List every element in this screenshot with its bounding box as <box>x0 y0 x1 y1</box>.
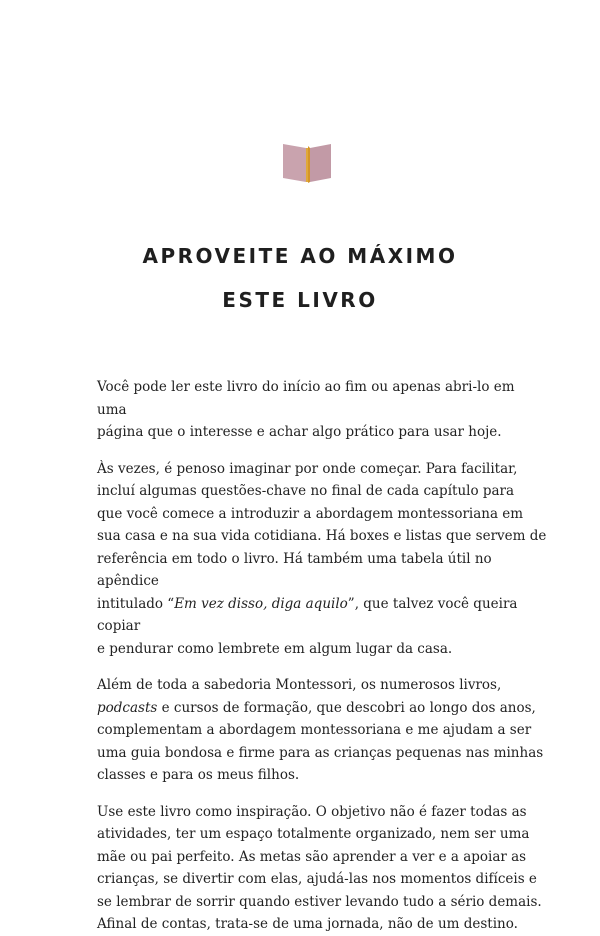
page-title-line-1: APROVEITE AO MÁXIMO <box>142 244 458 268</box>
paragraph-4: Use este livro como inspiração. O objetivo não é fazer todas as atividades, ter um espaço totalmente organizado, nem ser uma mãe ou pai perfeito. As metas são aprender a ver e a apoiar as crianças, se divertir com elas, ajudá-las nos momentos difíceis e se lembrar de sorrir quando estiver levando tudo a sério demais. Afinal de contas, trata-se de uma jornada, não de um destino. <box>97 803 542 932</box>
paragraph-2 <box>97 458 547 661</box>
paragraph-2-italic: Em vez disso, diga aquilo <box>174 595 348 612</box>
paragraph-3-text-b: e cursos de formação, que descobri ao longo dos anos, complementam a abordagem montessoriana e me ajudam a ser uma guia bondosa e firme para as crianças pequenas nas minhas classes e para os meus filhos. <box>97 699 544 783</box>
open-book-icon <box>281 140 333 184</box>
body-text <box>97 376 547 936</box>
paragraph-3-text-a: Além de toda a sabedoria Montessori, os numerosos livros, <box>97 677 502 693</box>
paragraph-1: Você pode ler este livro do início ao fim ou apenas abri-lo em uma página que o interesse e achar algo prático para usar hoje. <box>97 379 515 440</box>
paragraph-3 <box>97 674 547 787</box>
book-left-cover <box>283 144 306 182</box>
book-right-cover <box>310 144 331 182</box>
paragraph-2-text-b: ”, que talvez você queira copiar e pendurar como lembrete em algum lugar da casa. <box>97 595 518 657</box>
paragraph-2-text-a: Às vezes, é penoso imaginar por onde começar. Para facilitar, incluí algumas questões-chave no final de cada capítulo para que você comece a introduzir a abordagem montessoriana em sua casa e na sua vida cotidiana. Há boxes e listas que servem de referência em todo o livro. Há também uma tabela útil no apêndice intitulado “ <box>97 460 547 612</box>
page-title-line-2: ESTE LIVRO <box>222 288 378 312</box>
paragraph-3-italic: podcasts <box>97 699 158 716</box>
